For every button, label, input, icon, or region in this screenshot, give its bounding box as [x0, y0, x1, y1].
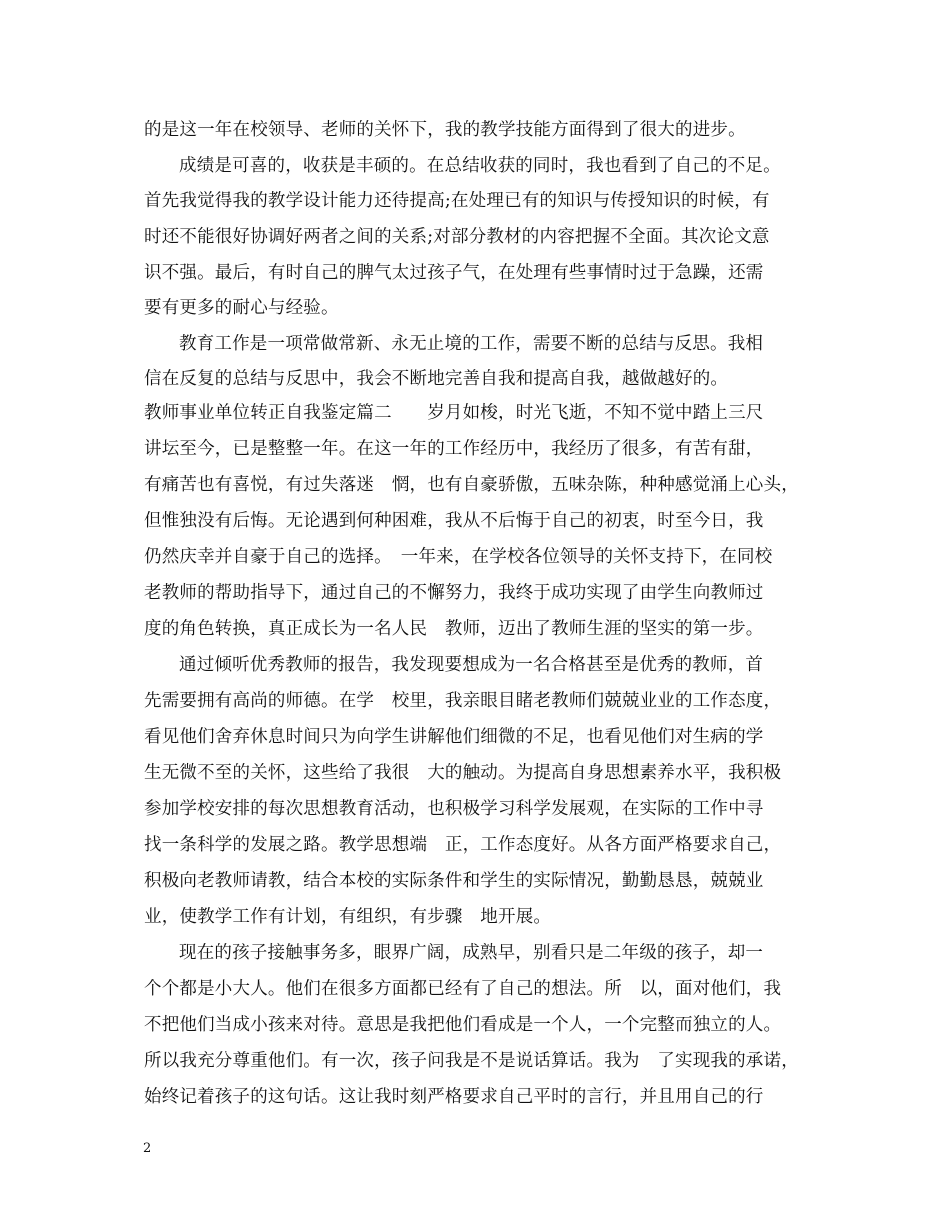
text-line: 参加学校安排的每次思想教育活动，也积极学习科学发展观，在实际的工作中寻: [144, 799, 764, 819]
text-line: 时还不能很好协调好两者之间的关系;对部分教材的内容把握不全面。其次论文意: [144, 227, 770, 247]
text-line: 的是这一年在校领导、老师的关怀下，我的教学技能方面得到了很大的进步。: [144, 120, 746, 140]
text-line: 个个都是小大人。他们在很多方面都已经有了自己的想法。所 以，面对他们，我: [144, 979, 782, 999]
text-line: 始终记着孩子的这句话。这让我时刻严格要求自己平时的言行，并且用自己的行: [144, 1087, 764, 1107]
text-line: 但惟独没有后悔。无论遇到何种困难，我从不后悔于自己的初衷，时至今日，我: [144, 511, 764, 531]
paragraph-start-line: 现在的孩子接触事务多，眼界广阔，成熟早，别看只是二年级的孩子，却一: [179, 943, 764, 963]
section-heading-line: 教师事业单位转正自我鉴定篇二 岁月如梭，时光飞逝，不知不觉中踏上三尺: [144, 403, 764, 423]
text-line: 仍然庆幸并自豪于自己的选择。 一年来，在学校各位领导的关怀支持下，在同校: [144, 547, 773, 567]
text-line: 要有更多的耐心与经验。: [144, 298, 339, 318]
text-line: 不把他们当成小孩来对待。意思是我把他们看成是一个人，一个完整而独立的人。: [144, 1015, 782, 1035]
page-number: 2: [143, 1141, 152, 1156]
text-line: 有痛苦也有喜悦，有过失落迷 惘，也有自豪骄傲，五味杂陈，种种感觉涌上心头，: [144, 475, 799, 495]
text-line: 积极向老教师请教，结合本校的实际条件和学生的实际情况，勤勤恳恳，兢兢业: [144, 871, 764, 891]
text-line: 老教师的帮助指导下，通过自己的不懈努力，我终于成功实现了由学生向教师过: [144, 583, 764, 603]
paragraph-start-line: 教育工作是一项常做常新、永无止境的工作，需要不断的总结与反思。我相: [179, 334, 764, 354]
text-line: 所以我充分尊重他们。有一次，孩子问我是不是说话算话。我为 了实现我的承诺，: [144, 1051, 799, 1071]
text-line: 看见他们舍弃休息时间只为向学生讲解他们细微的不足，也看见他们对生病的学: [144, 727, 764, 747]
paragraph-start-line: 成绩是可喜的，收获是丰硕的。在总结收获的同时，我也看到了自己的不足。: [179, 156, 781, 176]
text-line: 识不强。最后，有时自己的脾气太过孩子气，在处理有些事情时过于急躁，还需: [144, 263, 764, 283]
text-line: 度的角色转换，真正成长为一名人民 教师，迈出了教师生涯的坚实的第一步。: [144, 619, 764, 639]
text-line: 找一条科学的发展之路。教学思想端 正，工作态度好。从各方面严格要求自己，: [144, 835, 782, 855]
text-line: 首先我觉得我的教学设计能力还待提高;在处理已有的知识与传授知识的时候，有: [144, 191, 770, 211]
text-line: 讲坛至今，已是整整一年。在这一年的工作经历中，我经历了很多，有苦有甜，: [144, 439, 764, 459]
text-line: 业，使教学工作有计划，有组织，有步骤 地开展。: [144, 907, 552, 927]
text-line: 先需要拥有高尚的师德。在学 校里，我亲眼目睹老教师们兢兢业业的工作态度，: [144, 691, 782, 711]
paragraph-start-line: 通过倾听优秀教师的报告，我发现要想成为一名合格甚至是优秀的教师，首: [179, 655, 764, 675]
text-line: 生无微不至的关怀，这些给了我很 大的触动。为提高自身思想素养水平，我积极: [144, 763, 782, 783]
text-line: 信在反复的总结与反思中，我会不断地完善自我和提高自我，越做越好的。: [144, 369, 729, 389]
